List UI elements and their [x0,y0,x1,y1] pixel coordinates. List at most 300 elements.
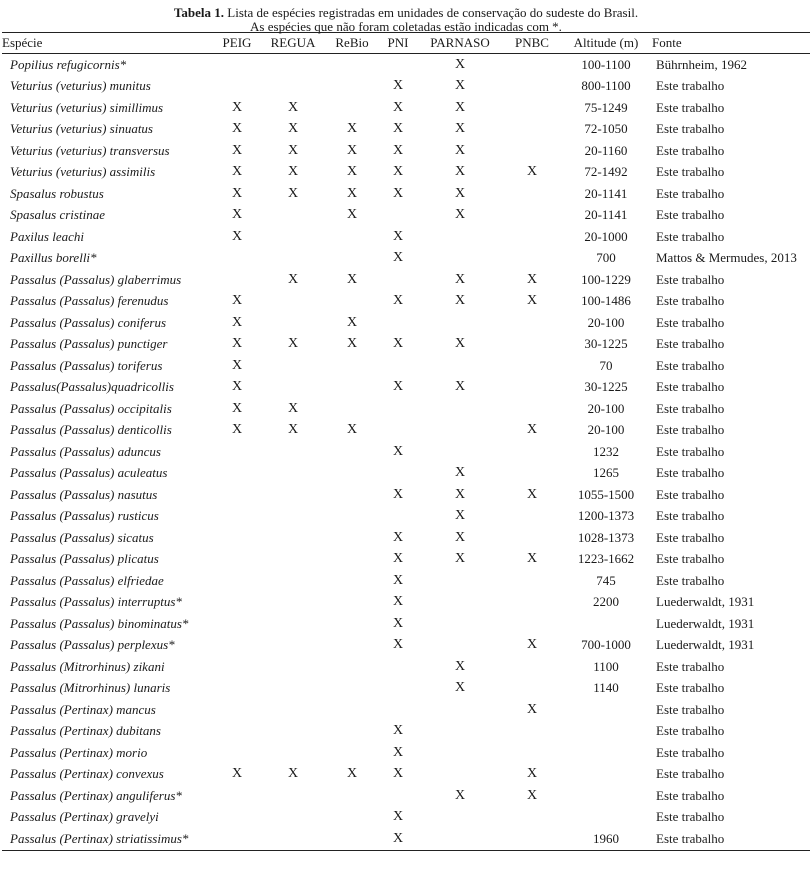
pni-cell [380,355,416,377]
fonte-cell: Este trabalho [656,78,725,94]
altitude-cell: 20-100 [587,400,625,416]
peig-cell: X [231,766,243,782]
col-header-especie: Espécie [2,33,212,54]
table-row [2,334,810,356]
pni-cell: X [392,142,404,158]
peig-cell: X [231,207,243,223]
fonte-cell: Este trabalho [656,486,725,502]
regua-cell [262,549,324,571]
regua-cell [262,592,324,614]
pnbc-cell: X [526,701,538,717]
pnbc-cell: X [526,787,538,803]
species-cell: Passalus (Mitrorhinus) lunaris [10,680,171,696]
regua-cell [262,828,324,850]
pni-cell [380,420,416,442]
col-header-pnbc: PNBC [504,33,560,54]
rebio-cell [324,441,380,463]
parnaso-cell [416,807,504,829]
species-cell: Passalus (Mitrorhinus) zikani [10,658,165,674]
regua-cell [262,699,324,721]
peig-cell: X [231,400,243,416]
altitude-cell: 70 [599,357,613,373]
fonte-cell: Este trabalho [656,336,725,352]
parnaso-cell: X [454,142,466,158]
altitude-cell: 100-1486 [581,293,631,309]
altitude-cell: 20-100 [587,314,625,330]
peig-cell [212,248,262,270]
species-cell: Passalus (Passalus) sicatus [10,529,154,545]
pnbc-cell [504,183,560,205]
peig-cell: X [231,422,243,438]
species-cell: Passalus (Passalus) ferenudus [10,293,169,309]
regua-cell: X [287,99,299,115]
parnaso-cell [416,355,504,377]
peig-cell: X [231,379,243,395]
rebio-cell [324,355,380,377]
table-row [2,506,810,528]
species-cell: Passalus (Passalus) rusticus [10,508,159,524]
species-cell: Passalus (Passalus) aculeatus [10,465,168,481]
species-cell: Passalus (Passalus) plicatus [10,551,159,567]
fonte-cell: Este trabalho [656,164,725,180]
pni-cell: X [392,250,404,266]
fonte-cell: Este trabalho [656,99,725,115]
fonte-cell: Mattos & Mermudes, 2013 [656,250,797,266]
species-cell: Passalus (Passalus) nasutus [10,486,158,502]
parnaso-cell: X [454,336,466,352]
table-row [2,807,810,829]
regua-cell [262,76,324,98]
pnbc-cell [504,54,560,76]
pnbc-cell: X [526,293,538,309]
regua-cell: X [287,121,299,137]
pnbc-cell [504,656,560,678]
peig-cell [212,742,262,764]
altitude-cell: 72-1492 [584,164,628,180]
pni-cell: X [392,594,404,610]
table-row [2,248,810,270]
altitude-cell: 30-1225 [584,379,628,395]
fonte-cell: Este trabalho [656,701,725,717]
fonte-cell: Este trabalho [656,723,725,739]
pnbc-cell: X [526,271,538,287]
regua-cell [262,484,324,506]
pnbc-cell [504,742,560,764]
species-cell: Passalus (Passalus) binominatus* [10,615,189,631]
regua-cell [262,312,324,334]
altitude-cell: 1200-1373 [577,508,635,524]
rebio-cell [324,807,380,829]
species-cell: Passalus (Passalus) elfriedae [10,572,164,588]
table-row [2,119,810,141]
pni-cell: X [380,828,416,850]
fonte-cell: Este trabalho [656,422,725,438]
rebio-cell: X [346,271,358,287]
table-row [2,398,810,420]
regua-cell [262,785,324,807]
parnaso-cell [416,635,504,657]
pnbc-cell [504,205,560,227]
parnaso-cell [416,226,504,248]
pni-cell [380,656,416,678]
table-row [2,76,810,98]
fonte-cell: Este trabalho [656,680,725,696]
altitude-cell: 1100 [593,658,619,674]
parnaso-cell [416,420,504,442]
rebio-cell [324,742,380,764]
species-cell: Veturius (veturius) assimilis [10,164,156,180]
pnbc-cell [504,441,560,463]
pni-cell: X [392,809,404,825]
rebio-cell [324,484,380,506]
table-row [2,592,810,614]
pni-cell: X [392,121,404,137]
species-cell: Passalus (Pertinax) morio [10,744,148,760]
table-row [2,742,810,764]
parnaso-cell: X [454,121,466,137]
pni-cell: X [392,336,404,352]
rebio-cell [324,248,380,270]
parnaso-cell [416,570,504,592]
rebio-cell: X [346,142,358,158]
pnbc-cell [504,355,560,377]
pnbc-cell: X [526,637,538,653]
parnaso-cell: X [454,293,466,309]
fonte-cell: Luederwaldt, 1931 [656,594,755,610]
pnbc-cell [504,97,560,119]
regua-cell [262,570,324,592]
regua-cell [262,248,324,270]
regua-cell [262,635,324,657]
pnbc-cell [504,312,560,334]
header-row [2,33,810,54]
table-row [2,162,810,184]
parnaso-cell [416,828,504,850]
parnaso-cell: X [454,271,466,287]
fonte-cell: Este trabalho [656,185,725,201]
regua-cell [262,678,324,700]
pnbc-cell [504,226,560,248]
fonte-cell: Este trabalho [656,121,725,137]
fonte-cell: Este trabalho [656,766,725,782]
pnbc-cell [504,463,560,485]
species-cell: Spasalus cristinae [10,207,105,223]
altitude-cell: 700-1000 [581,637,631,653]
fonte-cell: Este trabalho [656,314,725,330]
species-cell: Paxillus borelli* [10,250,97,266]
fonte-cell: Este trabalho [656,658,725,674]
parnaso-cell [416,441,504,463]
table-row [2,140,810,162]
fonte-cell: Este trabalho [656,572,725,588]
rebio-cell: X [346,121,358,137]
altitude-cell [560,742,652,764]
regua-cell [262,377,324,399]
regua-cell: X [287,185,299,201]
pni-cell: X [392,551,404,567]
species-cell: Spasalus robustus [10,185,104,201]
peig-cell [212,678,262,700]
altitude-cell: 2200 [593,594,619,610]
peig-cell [212,613,262,635]
pnbc-cell: X [526,422,538,438]
regua-cell [262,441,324,463]
altitude-cell: 30-1225 [584,336,628,352]
fonte-cell: Este trabalho [656,787,725,803]
fonte-cell: Este trabalho [656,293,725,309]
pnbc-cell [504,807,560,829]
peig-cell [212,721,262,743]
fonte-cell: Este trabalho [656,142,725,158]
parnaso-cell: X [454,787,466,803]
species-cell: Passalus (Passalus) toriferus [10,357,163,373]
parnaso-cell: X [454,185,466,201]
pnbc-cell: X [526,164,538,180]
table-row [2,527,810,549]
pni-cell: X [392,185,404,201]
species-cell: Veturius (veturius) transversus [10,142,170,158]
peig-cell: X [231,314,243,330]
species-cell: Passalus (Pertinax) anguliferus* [10,787,182,803]
peig-cell: X [231,185,243,201]
peig-cell: X [231,99,243,115]
parnaso-cell: X [454,164,466,180]
fonte-cell: Este trabalho [656,400,725,416]
parnaso-cell [416,742,504,764]
table-row [2,183,810,205]
peig-cell [212,807,262,829]
pni-cell [380,678,416,700]
pnbc-cell [504,506,560,528]
species-table [2,32,810,851]
pni-cell [380,699,416,721]
caption-text: Lista de espécies registradas em unidades de conservação do sudeste do Brasil. [224,5,639,20]
pni-cell [380,506,416,528]
fonte-cell: Este trabalho [656,744,725,760]
table-row [2,699,810,721]
pnbc-cell [504,721,560,743]
peig-cell [212,592,262,614]
pnbc-cell [504,613,560,635]
rebio-cell [324,226,380,248]
parnaso-cell [416,764,504,786]
table-row [2,54,810,76]
peig-cell [212,828,262,850]
rebio-cell [324,592,380,614]
pni-cell [380,398,416,420]
pni-cell: X [392,744,404,760]
pni-cell: X [392,379,404,395]
species-cell: Veturius (veturius) munitus [10,78,151,94]
species-cell: Passalus (Passalus) glaberrimus [10,271,182,287]
table-row [2,721,810,743]
col-header-rebio: ReBio [324,33,380,54]
altitude-cell: 1960 [560,828,652,850]
rebio-cell [324,76,380,98]
rebio-cell [324,506,380,528]
parnaso-cell [416,699,504,721]
fonte-cell: Este trabalho [656,529,725,545]
fonte-cell: Este trabalho [656,465,725,481]
rebio-cell [324,828,380,850]
peig-cell [212,76,262,98]
regua-cell [262,355,324,377]
species-cell: Passalus (Pertinax) striatissimus* [2,828,212,850]
species-cell: Passalus (Passalus) denticollis [10,422,172,438]
altitude-cell: 700 [596,250,616,266]
parnaso-cell: X [454,99,466,115]
pni-cell [380,54,416,76]
fonte-cell: Este trabalho [656,508,725,524]
species-cell: Passalus (Pertinax) mancus [10,701,156,717]
parnaso-cell: X [454,680,466,696]
rebio-cell: X [346,185,358,201]
pnbc-cell [504,140,560,162]
pni-cell: X [392,486,404,502]
rebio-cell [324,613,380,635]
pnbc-cell [504,398,560,420]
fonte-cell: Este trabalho [656,357,725,373]
peig-cell: X [231,164,243,180]
regua-cell [262,742,324,764]
peig-cell: X [231,142,243,158]
altitude-cell: 75-1249 [584,99,628,115]
regua-cell: X [287,336,299,352]
pni-cell: X [392,529,404,545]
peig-cell [212,484,262,506]
regua-cell [262,506,324,528]
parnaso-cell [416,398,504,420]
pni-cell [380,269,416,291]
species-cell: Passalus (Passalus) punctiger [10,336,168,352]
pni-cell: X [392,615,404,631]
altitude-cell [560,613,652,635]
species-cell: Passalus(Passalus)quadricollis [10,379,174,395]
species-cell: Passalus (Passalus) interruptus* [10,594,182,610]
table-row [2,549,810,571]
species-cell: Passalus (Pertinax) convexus [10,766,164,782]
peig-cell [212,527,262,549]
altitude-cell [560,785,652,807]
rebio-cell: X [346,314,358,330]
regua-cell: X [287,271,299,287]
col-header-regua: REGUA [262,33,324,54]
rebio-cell [324,570,380,592]
rebio-cell [324,549,380,571]
peig-cell: X [231,121,243,137]
peig-cell [212,54,262,76]
pni-cell: X [392,443,404,459]
regua-cell: X [287,164,299,180]
altitude-cell: 1140 [593,680,619,696]
altitude-cell: 20-1141 [584,185,628,201]
regua-cell: X [287,766,299,782]
pni-cell: X [392,637,404,653]
table-row [2,484,810,506]
table-row [2,441,810,463]
parnaso-cell [416,248,504,270]
caption-line-1 [0,6,812,20]
rebio-cell: X [346,207,358,223]
fonte-cell: Este trabalho [656,443,725,459]
table-row [2,613,810,635]
fonte-cell: Este trabalho [656,379,725,395]
pni-cell: X [392,723,404,739]
rebio-cell [324,699,380,721]
altitude-cell: 20-1000 [584,228,628,244]
altitude-cell [560,699,652,721]
species-cell: Veturius (veturius) sinuatus [10,121,153,137]
fonte-cell: Luederwaldt, 1931 [656,637,755,653]
regua-cell [262,656,324,678]
altitude-cell: 1265 [593,465,619,481]
table-row [2,678,810,700]
table-caption [0,0,812,32]
pni-cell: X [392,164,404,180]
peig-cell [212,570,262,592]
fonte-cell: Este trabalho [656,551,725,567]
parnaso-cell: X [454,56,466,72]
col-header-altitude: Altitude (m) [560,33,652,54]
table-row [2,764,810,786]
caption-label: Tabela 1. [173,5,225,20]
fonte-cell: Este trabalho [652,828,810,850]
parnaso-cell [416,592,504,614]
parnaso-cell: X [454,379,466,395]
table-row [2,269,810,291]
regua-cell: X [287,400,299,416]
peig-cell [212,785,262,807]
fonte-cell: Este trabalho [656,228,725,244]
parnaso-cell: X [454,486,466,502]
table-row [2,463,810,485]
regua-cell [262,291,324,313]
pnbc-cell [504,334,560,356]
peig-cell [212,506,262,528]
col-header-parnaso: PARNASO [416,33,504,54]
table-row [2,312,810,334]
regua-cell [262,205,324,227]
regua-cell [262,527,324,549]
pnbc-cell [504,678,560,700]
pnbc-cell: X [526,766,538,782]
col-header-fonte: Fonte [652,33,810,54]
pni-cell: X [392,293,404,309]
pnbc-cell [504,570,560,592]
pnbc-cell [504,828,560,850]
altitude-cell: 745 [596,572,616,588]
pnbc-cell: X [526,486,538,502]
pnbc-cell: X [526,551,538,567]
altitude-cell: 20-1160 [584,142,628,158]
parnaso-cell: X [454,658,466,674]
col-header-pni: PNI [380,33,416,54]
parnaso-cell: X [454,529,466,545]
pnbc-cell [504,248,560,270]
rebio-cell: X [346,766,358,782]
table-row [2,226,810,248]
regua-cell: X [287,142,299,158]
table-row [2,656,810,678]
rebio-cell [324,54,380,76]
rebio-cell [324,678,380,700]
rebio-cell [324,527,380,549]
rebio-cell: X [346,422,358,438]
parnaso-cell [416,721,504,743]
species-cell: Popilius refugicornis* [10,56,127,72]
peig-cell: X [231,228,243,244]
peig-cell [212,699,262,721]
